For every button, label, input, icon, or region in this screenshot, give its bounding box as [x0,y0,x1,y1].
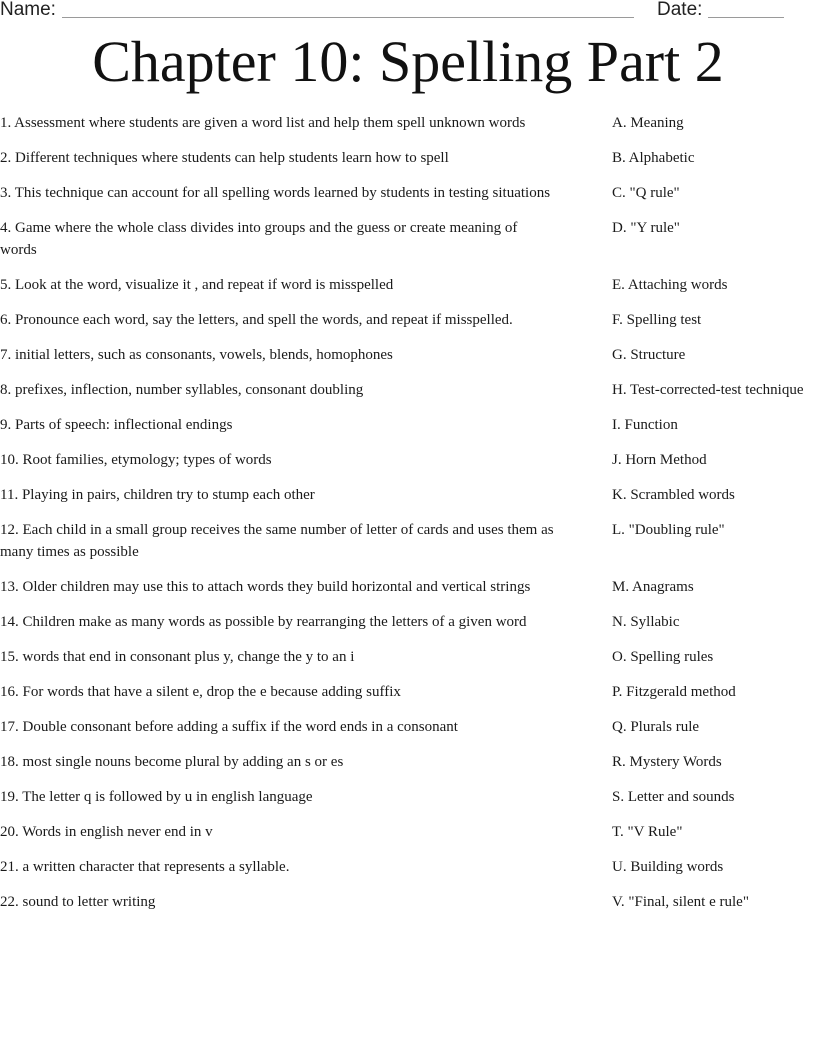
answer-option: G. Structure [612,347,686,363]
answer-option: U. Building words [612,859,724,875]
question-text: 17. Double consonant before adding a suffix if the word ends in a consonant [0,719,458,735]
matching-row [0,217,816,261]
matching-row [0,611,816,633]
question-text: 12. Each child in a small group receives the same number of letter of cards and uses them as many times as possible [0,522,554,560]
question-text: 20. Words in english never end in v [0,824,213,840]
question-text: 21. a written character that represents a syllable. [0,859,290,875]
answer-option: S. Letter and sounds [612,789,735,805]
question-text: 6. Pronounce each word, say the letters, and spell the words, and repeat if misspelled. [0,312,513,328]
matching-row [0,576,816,598]
question-text: 18. most single nouns become plural by adding an s or es [0,754,344,770]
matching-row [0,414,816,436]
question-text: 2. Different techniques where students can help students learn how to spell [0,150,449,166]
worksheet-header [0,0,816,24]
matching-row [0,449,816,471]
matching-row [0,344,816,366]
question-text: 9. Parts of speech: inflectional endings [0,417,233,433]
matching-row [0,821,816,843]
matching-row [0,112,816,134]
matching-row [0,519,816,563]
answer-option: F. Spelling test [612,312,702,328]
matching-row [0,379,816,401]
name-field-line[interactable] [62,17,634,18]
question-text: 22. sound to letter writing [0,894,156,910]
matching-row [0,309,816,331]
matching-row [0,182,816,204]
question-text: 4. Game where the whole class divides into groups and the guess or create meaning of words [0,220,518,258]
question-text: 3. This technique can account for all spelling words learned by students in testing situations [0,185,551,201]
answer-option: M. Anagrams [612,579,694,595]
matching-row [0,681,816,703]
question-text: 10. Root families, etymology; types of words [0,452,272,468]
matching-row [0,891,816,913]
answer-option: R. Mystery Words [612,754,722,770]
answer-option: V. "Final, silent e rule" [612,894,749,910]
date-label: Date: [657,0,703,20]
question-text: 8. prefixes, inflection, number syllables, consonant doubling [0,382,364,398]
question-text: 5. Look at the word, visualize it , and repeat if word is misspelled [0,277,394,293]
matching-row [0,716,816,738]
question-text: 11. Playing in pairs, children try to stump each other [0,487,315,503]
question-text: 14. Children make as many words as possible by rearranging the letters of a given word [0,614,527,630]
answer-option: K. Scrambled words [612,487,735,503]
name-label: Name: [0,0,56,20]
answer-option: E. Attaching words [612,277,728,293]
answer-option: J. Horn Method [612,452,707,468]
question-text: 1. Assessment where students are given a word list and help them spell unknown words [0,115,526,131]
date-field-line[interactable] [708,17,784,18]
answer-option: A. Meaning [612,115,684,131]
answer-option: L. "Doubling rule" [612,522,725,538]
answer-option: H. Test-corrected-test technique [612,382,804,398]
matching-row [0,646,816,668]
matching-row [0,274,816,296]
question-text: 15. words that end in consonant plus y, change the y to an i [0,649,355,665]
matching-row [0,751,816,773]
matching-row [0,856,816,878]
matching-row [0,484,816,506]
matching-list [0,112,816,926]
page-title: Chapter 10: Spelling Part 2 [92,29,724,94]
answer-option: B. Alphabetic [612,150,695,166]
answer-option: D. "Y rule" [612,220,680,236]
answer-option: Q. Plurals rule [612,719,700,735]
answer-option: P. Fitzgerald method [612,684,736,700]
answer-option: O. Spelling rules [612,649,714,665]
answer-option: T. "V Rule" [612,824,683,840]
matching-row [0,786,816,808]
answer-option: C. "Q rule" [612,185,680,201]
answer-option: N. Syllabic [612,614,680,630]
question-text: 19. The letter q is followed by u in english language [0,789,313,805]
question-text: 13. Older children may use this to attach words they build horizontal and vertical strings [0,579,531,595]
matching-row [0,147,816,169]
question-text: 7. initial letters, such as consonants, vowels, blends, homophones [0,347,393,363]
answer-option: I. Function [612,417,678,433]
question-text: 16. For words that have a silent e, drop the e because adding suffix [0,684,401,700]
